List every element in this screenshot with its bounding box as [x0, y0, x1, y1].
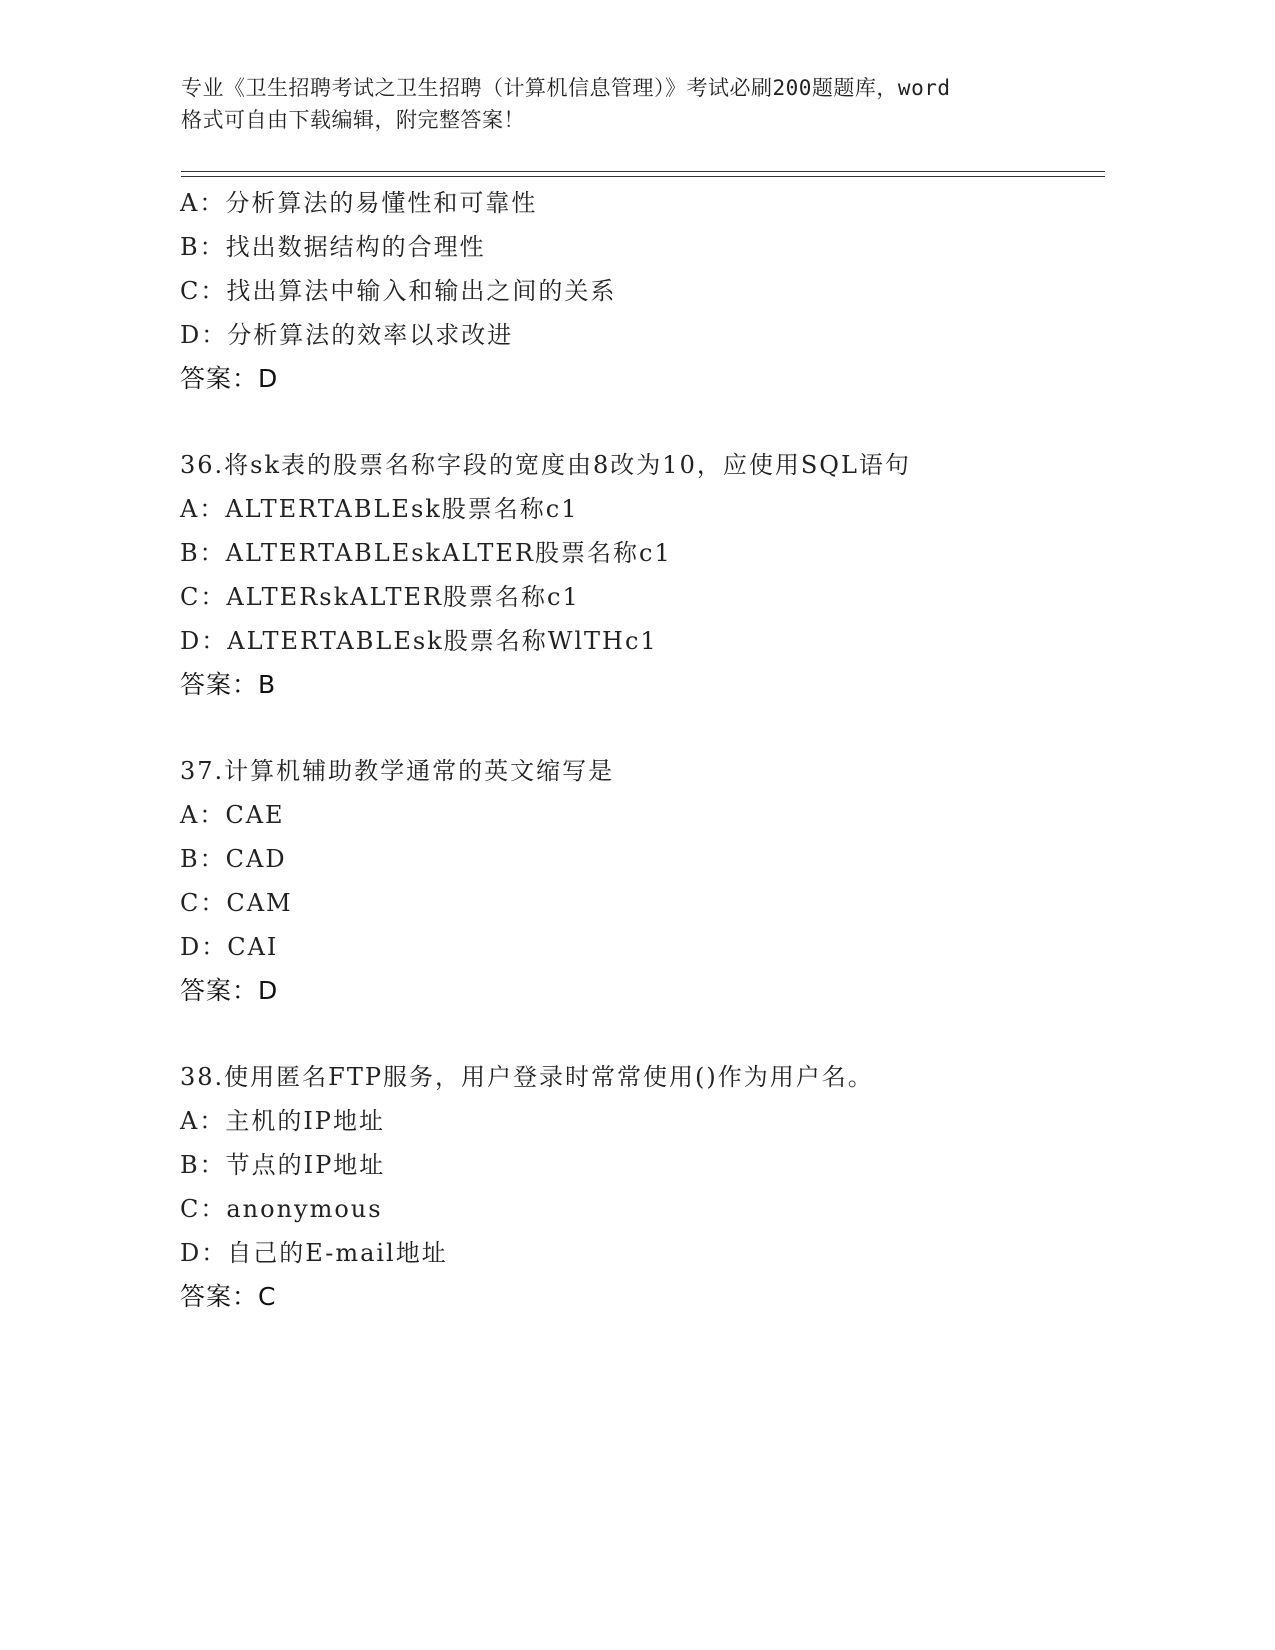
question-text: 37.计算机辅助教学通常的英文缩写是: [180, 757, 615, 785]
answer: 答案：C: [180, 1282, 277, 1311]
option-a: A：分析算法的易懂性和可靠性: [180, 189, 538, 217]
question-text: 36.将sk表的股票名称字段的宽度由8改为10，应使用SQL语句: [180, 451, 911, 479]
question-spacer: [180, 1013, 1120, 1055]
option-a: A：ALTERTABLEsk股票名称c1: [180, 495, 579, 523]
answer: 答案：B: [180, 670, 277, 699]
option-c: C：CAM: [180, 889, 293, 917]
option-c: C：找出算法中输入和输出之间的关系: [180, 277, 617, 305]
header-line-2: 格式可自由下载编辑，附完整答案！: [181, 108, 525, 132]
header-divider-top: [181, 171, 1105, 172]
question-37-block: [180, 749, 1120, 1013]
document-header: [181, 72, 1081, 136]
question-text: 38.使用匿名FTP服务，用户登录时常常使用()作为用户名。: [180, 1063, 874, 1091]
question-38-block: [180, 1055, 1120, 1319]
option-d: D：ALTERTABLEsk股票名称WlTHc1: [180, 627, 658, 655]
option-d: D：分析算法的效率以求改进: [180, 321, 514, 349]
header-line-1: 专业《卫生招聘考试之卫生招聘（计算机信息管理）》考试必刷200题题库，word: [181, 76, 951, 100]
question-list: [180, 181, 1120, 1319]
option-c: C：ALTERskALTER股票名称c1: [180, 583, 580, 611]
answer: 答案：D: [180, 364, 279, 393]
option-d: D：自己的E-mail地址: [180, 1239, 448, 1267]
option-b: B：CAD: [180, 845, 287, 873]
question-spacer: [180, 401, 1120, 443]
option-b: B：节点的IP地址: [180, 1151, 386, 1179]
option-b: B：找出数据结构的合理性: [180, 233, 486, 261]
question-35-block: [180, 181, 1120, 401]
header-divider-bottom: [181, 176, 1105, 177]
answer: 答案：D: [180, 976, 279, 1005]
option-a: A：CAE: [180, 801, 285, 829]
option-c: C：anonymous: [180, 1195, 383, 1223]
question-spacer: [180, 707, 1120, 749]
option-a: A：主机的IP地址: [180, 1107, 385, 1135]
option-d: D：CAI: [180, 933, 279, 961]
question-36-block: [180, 443, 1120, 707]
option-b: B：ALTERTABLEskALTER股票名称c1: [180, 539, 672, 567]
